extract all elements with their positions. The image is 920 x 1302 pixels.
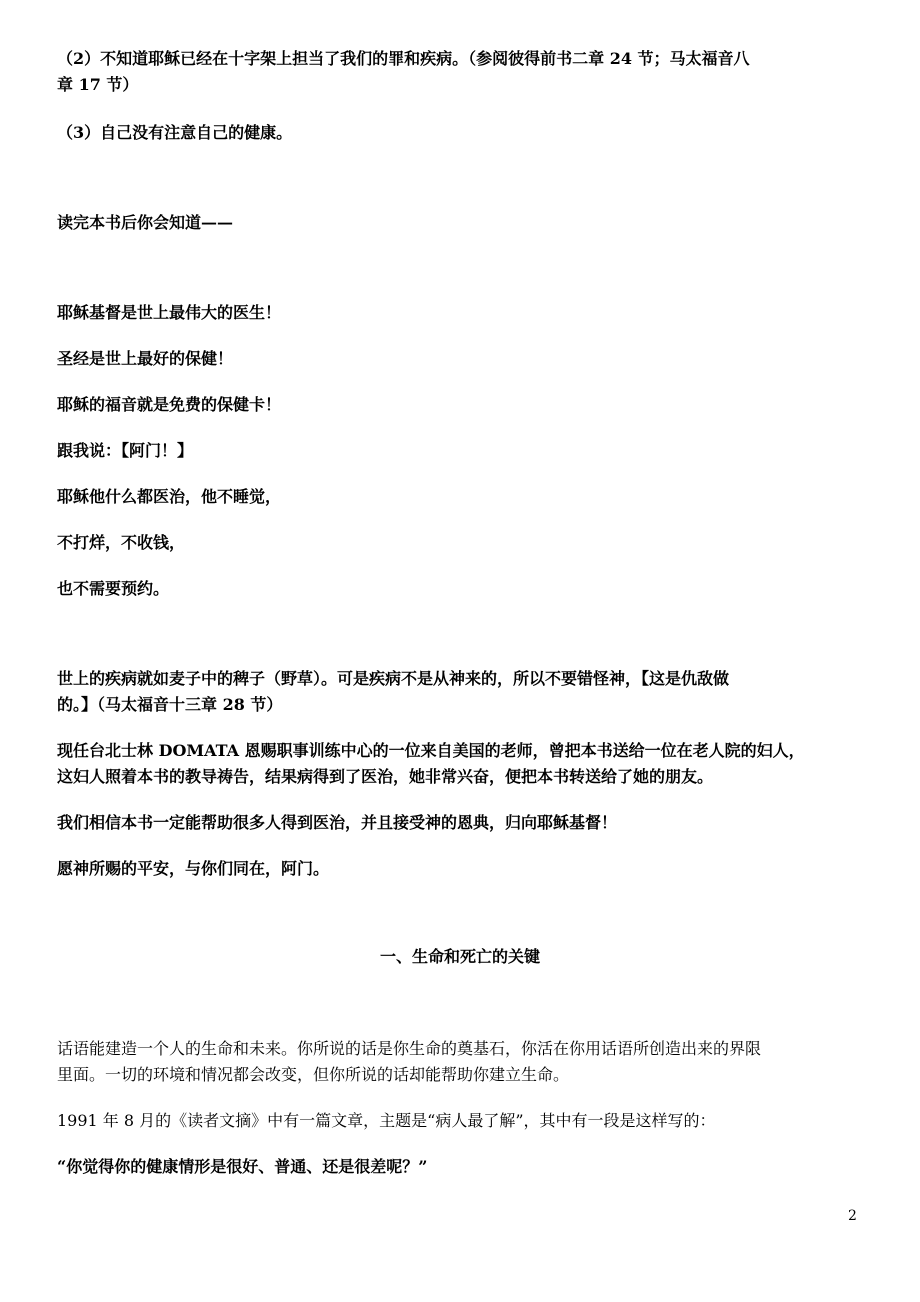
declaration-4: 跟我说：【阿门！】: [57, 441, 194, 460]
declaration-7: 也不需要预约。: [57, 579, 170, 598]
page-number: 2: [848, 1208, 857, 1224]
paragraph-blessing: 愿神所赐的平安，与你们同在，阿门。: [57, 859, 330, 878]
quote-line: “你觉得你的健康情形是很好、普通、还是很差呢？”: [57, 1157, 428, 1176]
declaration-6: 不打烊，不收钱，: [57, 533, 186, 552]
section-title: 一、生命和死亡的关键: [379, 947, 540, 966]
declaration-2: 圣经是世上最好的保健！: [57, 349, 234, 368]
body-paragraph-1-line-1: 话语能建造一个人的生命和未来。你所说的话是你生命的奠基石，你活在你用话语所创造出来的界限: [57, 1039, 762, 1058]
list-item-2-line-1: （2）不知道耶稣已经在十字架上担当了我们的罪和疾病。（参阅彼得前书二章 24 节；马太福音八: [57, 49, 750, 68]
declaration-3: 耶稣的福音就是免费的保健卡！: [57, 395, 282, 414]
list-item-2-line-2: 章 17 节）: [57, 75, 139, 94]
intro-line: 读完本书后你会知道——: [57, 213, 234, 232]
declaration-1: 耶稣基督是世上最伟大的医生！: [57, 303, 282, 322]
paragraph-teacher-line-1: 现任台北士林 DOMATA 恩赐职事训练中心的一位来自美国的老师，曾把本书送给一位在老人院的妇人，: [57, 741, 805, 760]
declaration-5: 耶稣他什么都医治，他不睡觉，: [57, 487, 282, 506]
list-item-3: （3）自己没有注意自己的健康。: [57, 123, 293, 142]
body-paragraph-1-line-2: 里面。一切的环境和情况都会改变，但你所说的话却能帮助你建立生命。: [57, 1065, 570, 1084]
paragraph-belief: 我们相信本书一定能帮助很多人得到医治，并且接受神的恩典，归向耶稣基督！: [57, 813, 618, 832]
paragraph-weeds-line-2: 的。】（马太福音十三章 28 节）: [57, 695, 283, 714]
paragraph-weeds-line-1: 世上的疾病就如麦子中的稗子（野草）。可是疾病不是从神来的，所以不要错怪神，【这是仇敌做: [57, 669, 730, 688]
body-paragraph-2: 1991 年 8 月的《读者文摘》中有一篇文章，主题是“病人最了解”，其中有一段是这样写的：: [57, 1111, 716, 1130]
paragraph-teacher-line-2: 这妇人照着本书的教导祷告，结果病得到了医治，她非常兴奋，便把本书转送给了她的朋友。: [57, 767, 714, 786]
